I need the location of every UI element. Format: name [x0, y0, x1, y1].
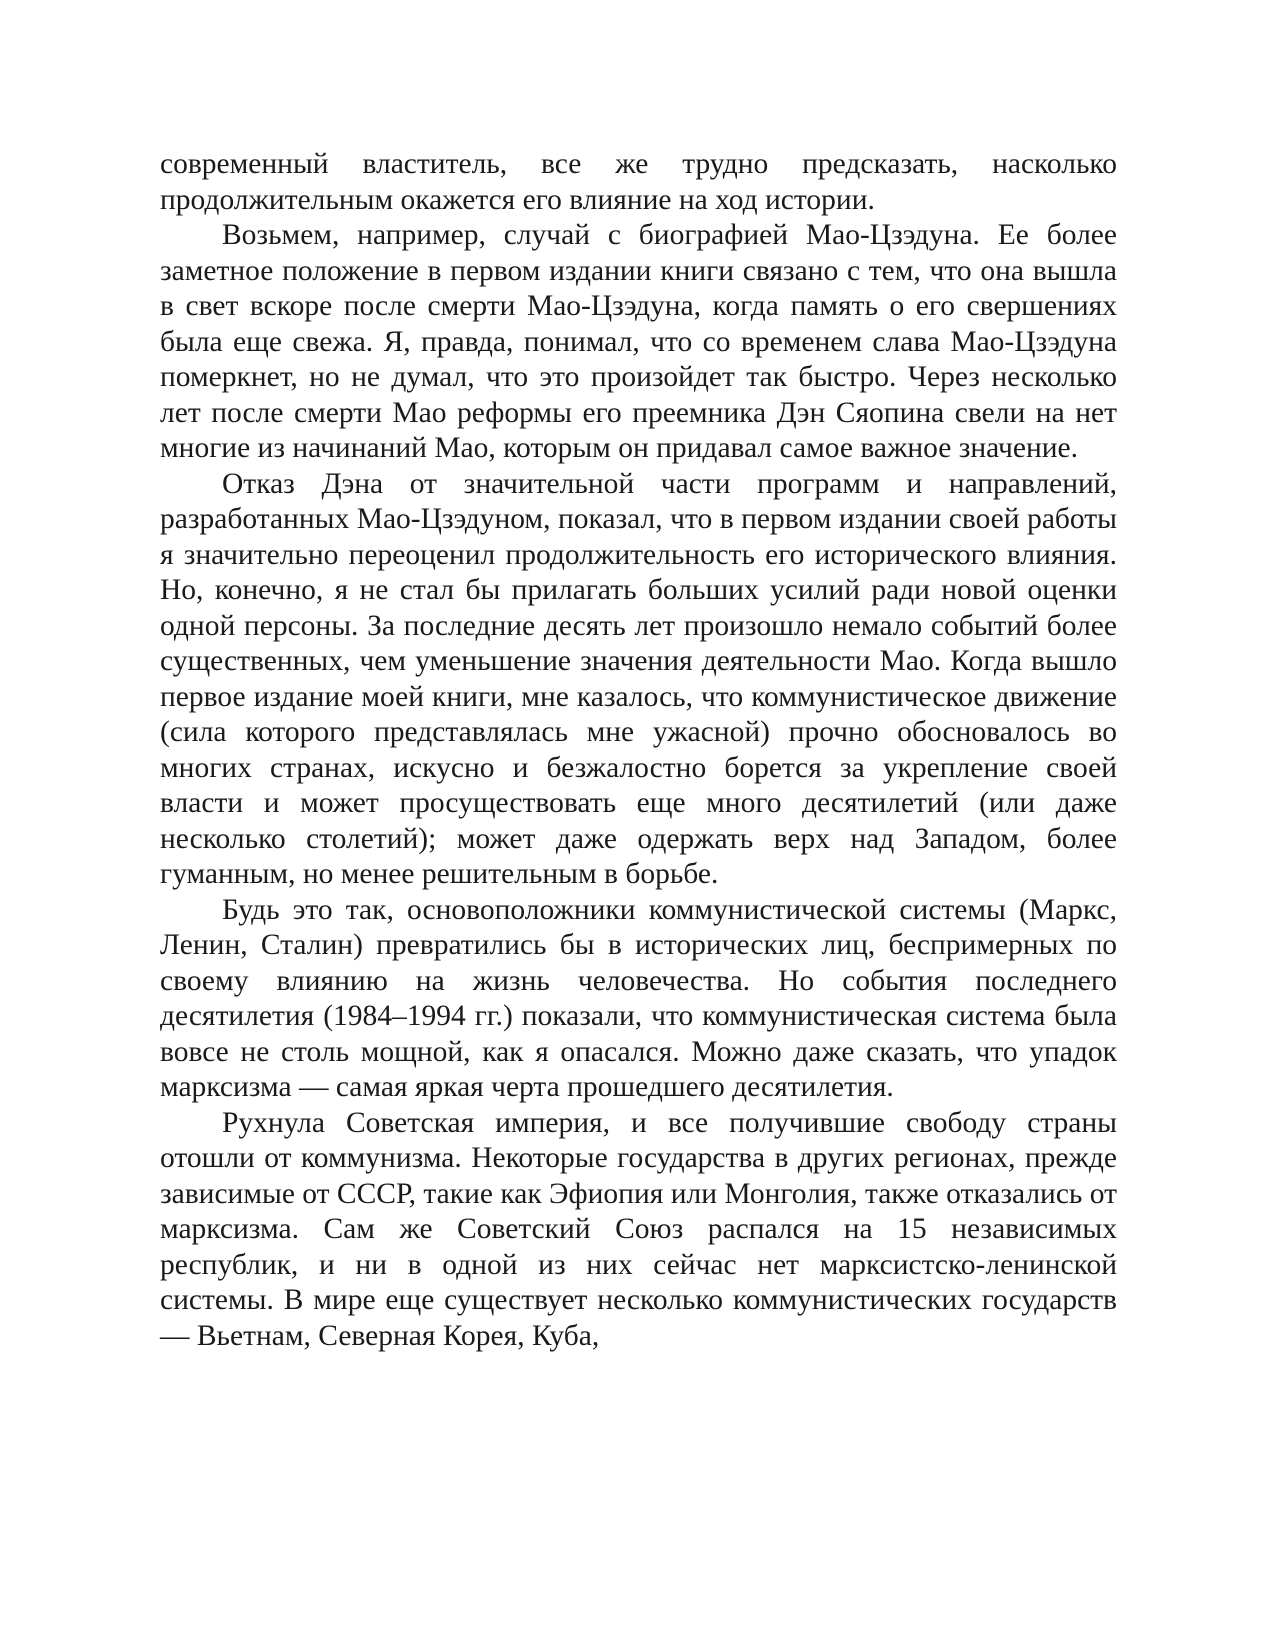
- paragraph-continuation: современный властитель, все же трудно предсказать, насколько продолжительным окажется его влияние на ход истории.: [160, 148, 1117, 216]
- paragraph-deng-rejection: Отказ Дэна от значительной части программ и направлений, разработанных Мао-Цзэдуном, показал, что в первом издании своей работы я значительно переоценил продолжительность его исторического влияния. Но, конечно, я не стал бы прилагать больших усилий ради новой оценки одной персоны. За последние десять лет произошло немало событий более существенных, чем уменьшение значения деятельности Мао. Когда вышло первое издание моей книги, мне казалось, что коммунистическое движение (сила которого представлялась мне ужасной) прочно обосновалось во многих странах, искусно и безжалостно борется за укрепление своей власти и может просуществовать еще много десятилетий (или даже несколько столетий); может даже одержать верх над Западом, более гуманным, но менее решительным в борьбе.: [160, 467, 1117, 890]
- paragraph-communist-founders: Будь это так, основоположники коммунистической системы (Маркс, Ленин, Сталин) превратились бы в исторических лиц, беспримерных по своему влиянию на жизнь человечества. Но события последнего десятилетия (1984–1994 гг.) показали, что коммунистическая система была вовсе не столь мощной, как я опасался. Можно даже сказать, что упадок марксизма — самая яркая черта прошедшего десятилетия.: [160, 893, 1117, 1103]
- body-text: [160, 147, 1117, 1354]
- paragraph-soviet-collapse: Рухнула Советская империя, и все получившие свободу страны отошли от коммунизма. Некоторые государства в других регионах, прежде зависимые от СССР, такие как Эфиопия или Монголия, также отказались от марксизма. Сам же Советский Союз распался на 15 независимых республик, и ни в одной из них сейчас нет марксистско-ленинской системы. В мире еще существует несколько коммунистических государств — Вьетнам, Северная Корея, Куба,: [160, 1106, 1118, 1352]
- paragraph-mao-biography: Возьмем, например, случай с биографией Мао-Цзэдуна. Ее более заметное положение в первом издании книги связано с тем, что она вышла в свет вскоре после смерти Мао-Цзэдуна, когда память о его свершениях была еще свежа. Я, правда, понимал, что со временем слава Мао-Цзэдуна померкнет, но не думал, что это произойдет так быстро. Через несколько лет после смерти Мао реформы его преемника Дэн Сяопина свели на нет многие из начинаний Мао, которым он придавал самое важное значение.: [160, 219, 1117, 464]
